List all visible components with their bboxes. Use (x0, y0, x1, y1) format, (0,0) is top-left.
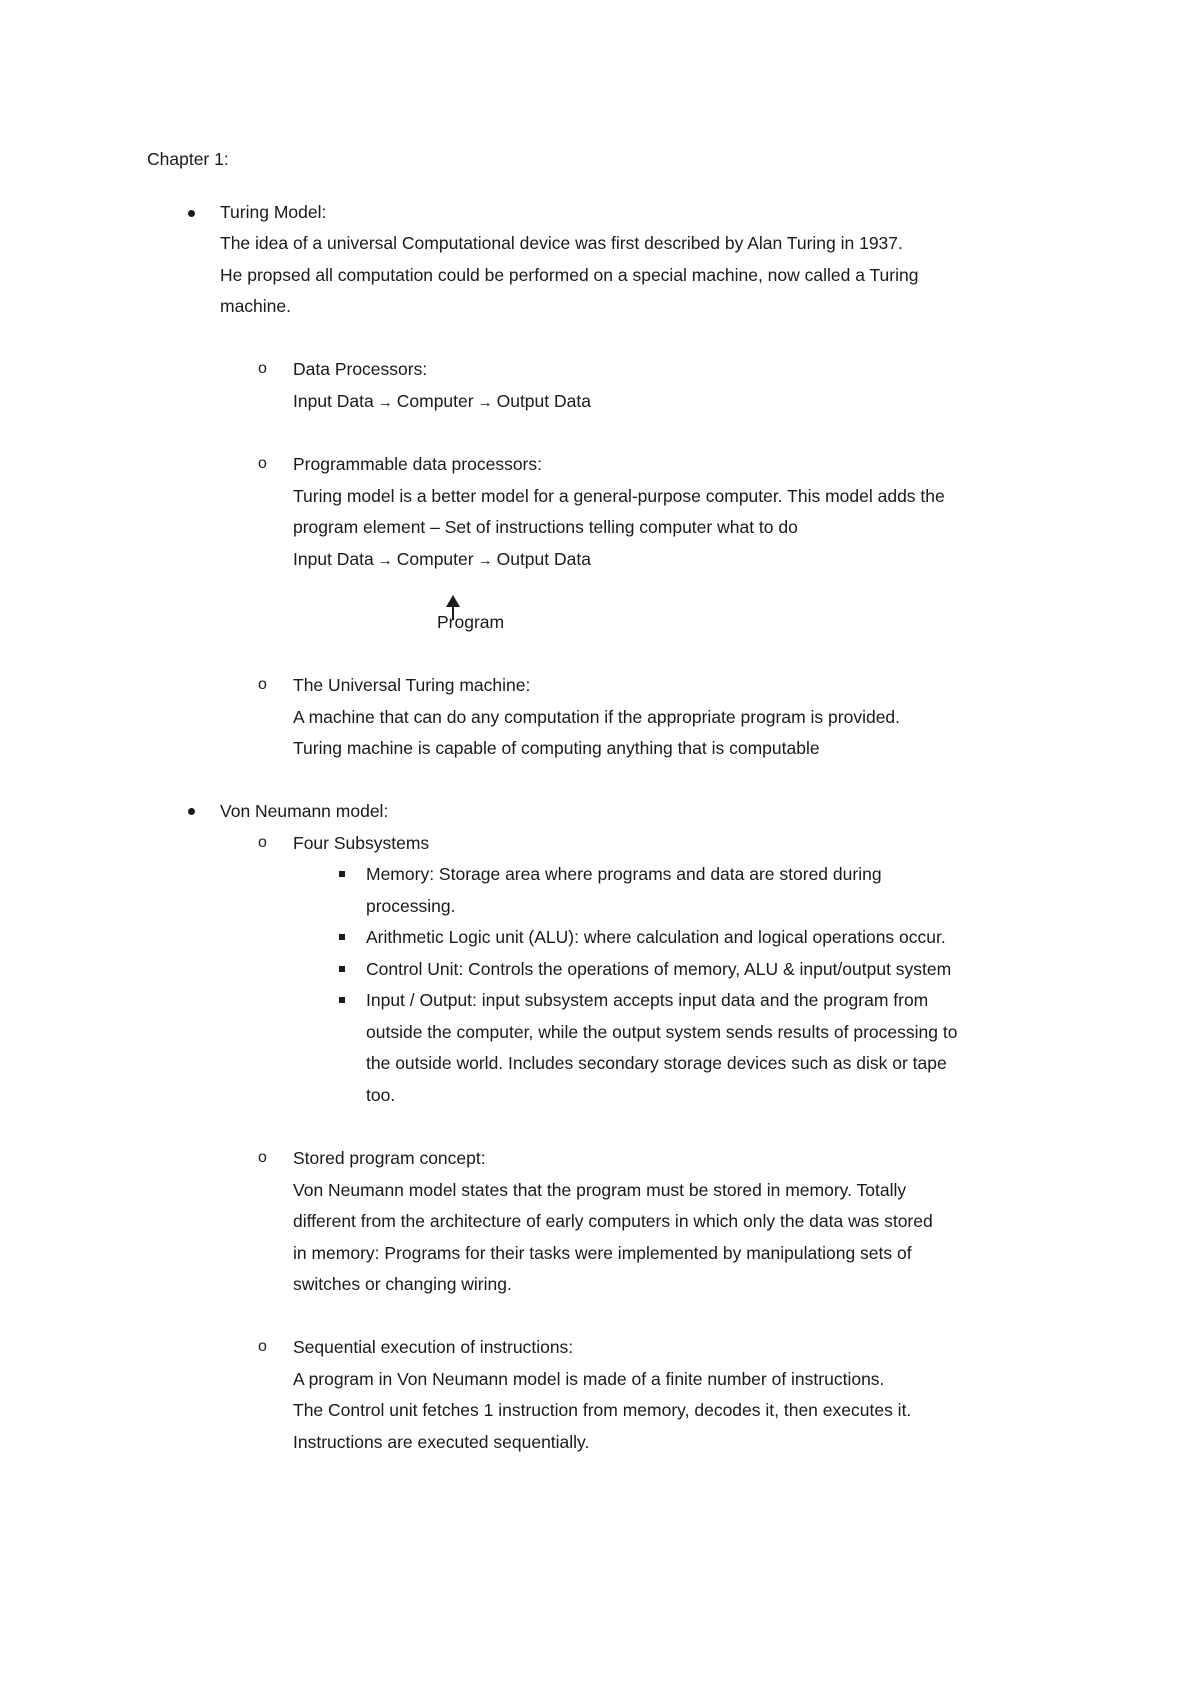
square-bullet (339, 934, 345, 940)
sub-bullet: o (258, 676, 267, 693)
arrow-right-icon: → (477, 394, 493, 411)
bullet-dot (188, 210, 195, 217)
sub-bullet: o (258, 360, 267, 377)
memory-line: Memory: Storage area where programs and data are stored during (366, 864, 882, 884)
flow-input: Input Data (293, 549, 374, 569)
arrow-right-icon: → (377, 552, 393, 569)
arrow-right-icon: → (377, 394, 393, 411)
flow-output: Output Data (496, 549, 591, 569)
square-bullet (339, 966, 345, 972)
arrow-right-icon: → (477, 552, 493, 569)
sequential-line: The Control unit fetches 1 instruction from memory, decodes it, then executes it. (293, 1400, 912, 1420)
sub-bullet: o (258, 1338, 267, 1355)
io-line: Input / Output: input subsystem accepts input data and the program from (366, 990, 929, 1010)
square-bullet (339, 871, 345, 877)
von-neumann-heading: Von Neumann model: (220, 801, 389, 821)
control-unit-line: Control Unit: Controls the operations of memory, ALU & input/output system (366, 959, 952, 979)
universal-line: A machine that can do any computation if the appropriate program is provided. (293, 707, 901, 727)
chapter-title: Chapter 1: (147, 149, 229, 169)
flow-computer: Computer (396, 391, 474, 411)
universal-heading: The Universal Turing machine: (293, 675, 531, 695)
memory-line: processing. (366, 896, 456, 916)
turing-line: machine. (220, 296, 292, 316)
sequential-heading: Sequential execution of instructions: (293, 1337, 574, 1357)
io-line: too. (366, 1085, 396, 1105)
sequential-line: Instructions are executed sequentially. (293, 1432, 590, 1452)
program-label: Program (437, 612, 505, 632)
flow-input: Input Data (293, 391, 374, 411)
io-line: the outside world. Includes secondary storage devices such as disk or tape (366, 1053, 947, 1073)
alu-line: Arithmetic Logic unit (ALU): where calculation and logical operations occur. (366, 927, 946, 947)
programmable-line: Turing model is a better model for a general-purpose computer. This model adds the (293, 486, 945, 506)
programmable-heading: Programmable data processors: (293, 454, 542, 474)
programmable-flow (293, 547, 591, 573)
io-line: outside the computer, while the output system sends results of processing to (366, 1022, 958, 1042)
turing-line: The idea of a universal Computational device was first described by Alan Turing in 1937. (220, 233, 903, 253)
universal-line: Turing machine is capable of computing anything that is computable (293, 738, 820, 758)
stored-program-line: switches or changing wiring. (293, 1274, 512, 1294)
data-flow (293, 389, 591, 415)
data-processors-heading: Data Processors: (293, 359, 428, 379)
stored-program-heading: Stored program concept: (293, 1148, 486, 1168)
turing-line: He propsed all computation could be performed on a special machine, now called a Turing (220, 265, 919, 285)
sub-bullet: o (258, 834, 267, 851)
turing-heading: Turing Model: (220, 202, 327, 222)
stored-program-line: in memory: Programs for their tasks were implemented by manipulationg sets of (293, 1243, 912, 1263)
stored-program-line: different from the architecture of early computers in which only the data was stored (293, 1211, 933, 1231)
flow-computer: Computer (396, 549, 474, 569)
programmable-line: program element – Set of instructions telling computer what to do (293, 517, 798, 537)
subsystems-heading: Four Subsystems (293, 833, 430, 853)
square-bullet (339, 997, 345, 1003)
stored-program-line: Von Neumann model states that the program must be stored in memory. Totally (293, 1180, 907, 1200)
sequential-line: A program in Von Neumann model is made of a finite number of instructions. (293, 1369, 885, 1389)
bullet-dot (188, 808, 195, 815)
sub-bullet: o (258, 455, 267, 472)
flow-output: Output Data (496, 391, 591, 411)
sub-bullet: o (258, 1149, 267, 1166)
